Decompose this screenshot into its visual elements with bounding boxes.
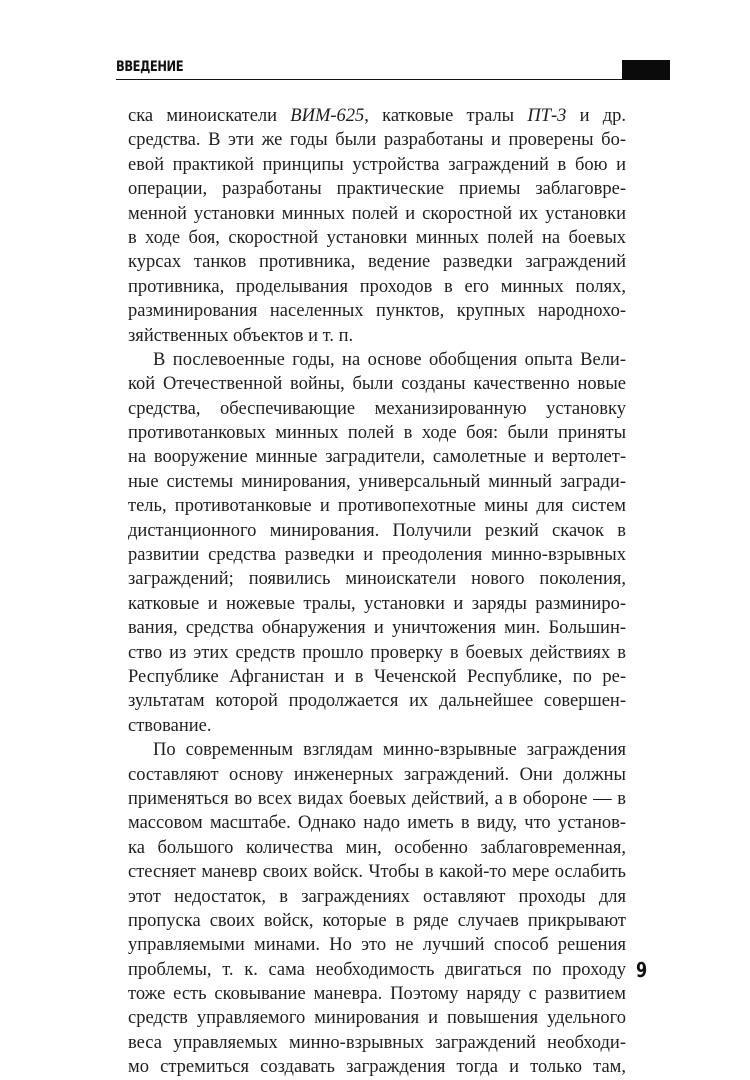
header-rule [116,79,670,80]
text-line: вания, средства обнаружения и уничтожения мин. Большин- [128,618,626,639]
text-line: В послевоенные годы, на основе обобщения опыта Вели- [153,349,626,370]
text-line: этот недостаток, в заграждениях оставляют проходы для [128,886,626,907]
text-line: разминирования населенных пунктов, крупных народнохо- [128,301,626,322]
text-line: ска миноискатели ВИМ-625, катковые тралы ПТ-3 и др. [128,106,626,126]
text-line: заграждений; появились миноискатели нового поколения, [128,569,626,590]
text-line: применяться во всех видах боевых действий, а в обороне — в [128,788,626,809]
text-line: тель, противотанковые и противопехотные мины для систем [128,496,626,517]
text-line: ство из этих средств прошло проверку в боевых действиях в [128,642,626,663]
paragraph [128,738,626,1079]
text-line: менной установки минных полей и скоростной их установки [128,203,626,224]
running-header [116,56,670,80]
paragraph [128,348,626,738]
text-line: дистанционного минирования. Получили резкий скачок в [128,520,626,541]
text-line: зяйственных объектов и т. п. [128,325,354,346]
text-line: средства, обеспечивающие механизированную установку [128,398,626,419]
text-line: операции, разработаны практические приемы заблаговре- [128,179,626,200]
text-line: курсах танков противника, ведение разведки заграждений [128,252,626,273]
text-line: на вооружение минные заградители, самолетные и вертолет- [128,447,626,468]
text-line: мо стремиться создавать заграждения тогда и только там, [128,1057,626,1078]
text-line: средства. В эти же годы были разработаны и проверены бо- [128,130,626,151]
text-line: в ходе боя, скоростной установки минных полей на боевых [128,227,626,248]
body-text [128,104,626,1080]
paragraph [128,104,626,348]
text-line: противотанковых минных полей в ходе боя: были приняты [128,423,626,444]
text-line: ствование. [128,715,212,736]
text-line: средств управляемого минирования и повышения удельного [128,1008,626,1029]
running-header-title: ВВЕДЕНИЕ [116,59,184,75]
text-line: зультатам которой продолжается их дальнейшее совершен- [128,691,626,712]
text-line: катковые и ножевые тралы, установки и заряды разминиро- [128,593,626,614]
text-line: управляемыми минами. Но это не лучший способ решения [128,935,626,956]
text-line: развитии средства разведки и преодоления минно-взрывных [128,545,626,566]
text-line: Республике Афганистан и в Чеченской Республике, по ре- [128,666,626,687]
text-line: пропуска своих войск, которые в ряде случаев прикрывают [128,910,626,931]
text-line: проблемы, т. к. сама необходимость двигаться по проходу [128,959,626,980]
header-black-block [622,60,670,80]
text-line: массовом масштабе. Однако надо иметь в виду, что установ- [128,813,626,834]
text-line: составляют основу инженерных заграждений. Они должны [128,764,626,785]
page-number: 9 [636,958,648,982]
text-line: ка большого количества мин, особенно заблаговременная, [128,837,626,858]
text-line: По современным взглядам минно-взрывные заграждения [153,740,626,761]
text-line: ные системы минирования, универсальный минный загради- [128,471,626,492]
text-line: кой Отечественной войны, были созданы качественно новые [128,374,626,395]
text-line: евой практикой принципы устройства заграждений в бою и [128,154,626,175]
text-line: противника, проделывания проходов в его минных полях, [128,276,626,297]
text-line: стесняет маневр своих войск. Чтобы в какой-то мере ослабить [128,862,626,883]
text-line: тоже есть сковывание маневра. Поэтому наряду с развитием [128,984,626,1005]
text-line: веса управляемых минно-взрывных заграждений необходи- [128,1032,626,1053]
